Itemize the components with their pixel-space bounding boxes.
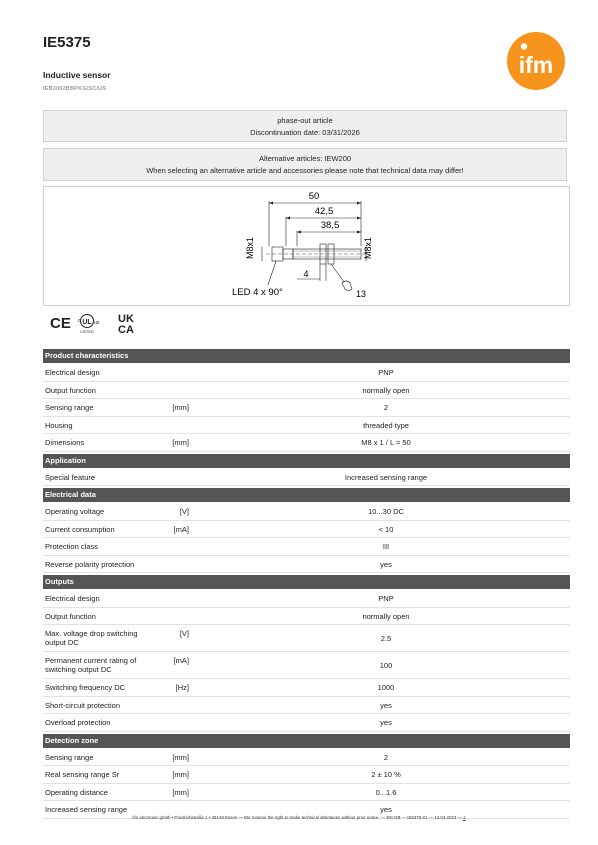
row-unit: [mm] — [172, 403, 189, 413]
ukca-bottom-icon: CA — [118, 324, 134, 335]
row-unit: [mm] — [172, 787, 189, 797]
row-value: PNP — [378, 368, 394, 378]
row-unit — [159, 557, 192, 573]
row-label: Electrical design — [45, 594, 100, 604]
ce-mark-icon: CE — [50, 315, 71, 332]
table-row — [43, 715, 570, 732]
table-row — [43, 435, 570, 452]
page-footer — [0, 815, 598, 820]
row-label: Short-circuit protection — [45, 700, 121, 710]
row-value: yes — [380, 559, 392, 569]
ukca-top-icon: UK — [118, 313, 134, 325]
dim-38-5-label: 38,5 — [320, 220, 340, 231]
row-value: yes — [380, 700, 392, 710]
row-value: normally open — [362, 385, 410, 395]
table-row — [43, 365, 570, 382]
table-row — [43, 383, 570, 400]
certification-marks — [48, 311, 158, 335]
row-label: Housing — [45, 420, 73, 430]
ul-listed-label: LISTED — [80, 330, 94, 334]
row-unit — [159, 418, 192, 434]
table-row — [43, 653, 570, 679]
row-label: Protection class — [45, 542, 98, 552]
row-label: Current consumption — [45, 524, 115, 534]
table-row — [43, 785, 570, 802]
row-label: Switching frequency DC — [45, 683, 126, 693]
page-number: 1 — [463, 815, 466, 820]
row-value: 0...1.6 — [375, 787, 397, 797]
specification-table — [43, 349, 570, 820]
row-value: 2 ± 10 % — [371, 770, 401, 780]
section-header: Detection zone — [43, 734, 570, 748]
row-unit: [Hz] — [175, 683, 189, 693]
dimension-drawing — [43, 186, 570, 306]
row-unit: [mA] — [173, 524, 189, 534]
alternative-notice — [43, 148, 567, 181]
phase-out-line: phase-out article — [277, 116, 333, 125]
ul-us-label: us — [94, 320, 100, 326]
row-label: Permanent current rating of switching output DC — [45, 656, 137, 674]
row-unit — [159, 539, 192, 555]
table-row — [43, 698, 570, 715]
section-header: Electrical data — [43, 488, 570, 502]
thread-left-label: M8x1 — [245, 236, 255, 260]
table-row — [43, 539, 570, 556]
row-label: Real sensing range Sr — [45, 770, 120, 780]
alternative-line: Alternative articles: IEW200 — [258, 154, 352, 163]
row-value: < 10 — [378, 524, 394, 534]
row-value: 2 — [383, 752, 389, 762]
row-unit — [159, 365, 192, 381]
table-row — [43, 557, 570, 574]
row-unit — [159, 591, 192, 607]
row-unit — [159, 383, 192, 399]
row-unit: [mm] — [172, 438, 189, 448]
row-value: PNP — [378, 594, 394, 604]
product-title: IE5375 — [43, 34, 91, 51]
section-header: Product characteristics — [43, 349, 570, 363]
table-row — [43, 418, 570, 435]
row-label: Electrical design — [45, 368, 100, 378]
dim-42-5-label: 42,5 — [314, 206, 334, 217]
thread-right-label: M8x1 — [363, 236, 373, 260]
row-value: M8 x 1 / L = 50 — [361, 438, 411, 448]
row-value: yes — [380, 805, 392, 815]
row-label: Operating distance — [45, 787, 108, 797]
row-label: Sensing range — [45, 752, 94, 762]
led-label: LED 4 x 90° — [232, 287, 283, 298]
phase-out-notice — [43, 110, 567, 142]
table-row — [43, 400, 570, 417]
row-unit: [mA] — [173, 656, 189, 665]
row-unit — [159, 715, 192, 731]
row-unit — [159, 698, 192, 714]
row-label: Output function — [45, 385, 96, 395]
product-subtitle: Inductive sensor — [43, 70, 111, 80]
logo-text: ifm — [518, 52, 554, 78]
row-value: 100 — [379, 660, 393, 670]
row-value: 2 — [383, 403, 389, 413]
footer-text: ifm electronic gmbh • Friedrichstraße 1 • 45128 Essen — We reserve the right to make technical alterations without prior notice. — EN-GB — IE5375-01 — 13.04.2023 — — [132, 815, 462, 820]
ul-mark-icon: UL — [82, 319, 92, 326]
table-row — [43, 609, 570, 626]
table-row — [43, 680, 570, 697]
discontinuation-line: Discontinuation date: 03/31/2026 — [250, 128, 360, 137]
row-unit: [V] — [179, 507, 189, 517]
row-label: Output function — [45, 611, 96, 621]
dim-50-label: 50 — [308, 191, 320, 202]
table-row — [43, 750, 570, 767]
row-value: 10...30 DC — [368, 507, 404, 517]
row-value: Increased sensing range — [344, 472, 428, 482]
row-label: Operating voltage — [45, 507, 105, 517]
ifm-logo — [507, 32, 565, 90]
row-value: III — [382, 542, 390, 552]
row-value: 2.5 — [380, 633, 392, 643]
table-row — [43, 767, 570, 784]
section-header: Outputs — [43, 575, 570, 589]
table-row — [43, 504, 570, 521]
table-row — [43, 591, 570, 608]
dim-13-label: 13 — [356, 289, 367, 299]
row-unit: [mm] — [172, 770, 189, 780]
row-unit: [V] — [179, 629, 189, 638]
row-label: Overload protection — [45, 718, 111, 728]
row-label: Reverse polarity protection — [45, 559, 135, 569]
row-unit: [mm] — [172, 752, 189, 762]
table-row — [43, 626, 570, 652]
row-label: Special feature — [45, 472, 96, 482]
row-label: Max. voltage drop switching output DC — [45, 629, 138, 647]
dimension-drawing-svg — [44, 187, 569, 305]
section-header: Application — [43, 454, 570, 468]
row-value: 1000 — [377, 683, 395, 693]
ul-c-label: c — [78, 318, 81, 324]
row-label: Increased sensing range — [45, 805, 128, 815]
row-unit — [159, 609, 192, 625]
table-row — [43, 470, 570, 487]
row-label: Dimensions — [45, 438, 85, 448]
row-value: threaded type — [363, 420, 409, 430]
dim-4-label: 4 — [303, 269, 309, 279]
row-label: Sensing range — [45, 403, 94, 413]
row-value: normally open — [362, 611, 410, 621]
product-code: IEB3002BBPKG/SC/US — [43, 86, 107, 92]
row-value: yes — [380, 718, 392, 728]
table-row — [43, 522, 570, 539]
alternative-warning-line: When selecting an alternative article and accessories please note that technical data may differ! — [146, 166, 464, 175]
row-unit — [159, 470, 192, 486]
